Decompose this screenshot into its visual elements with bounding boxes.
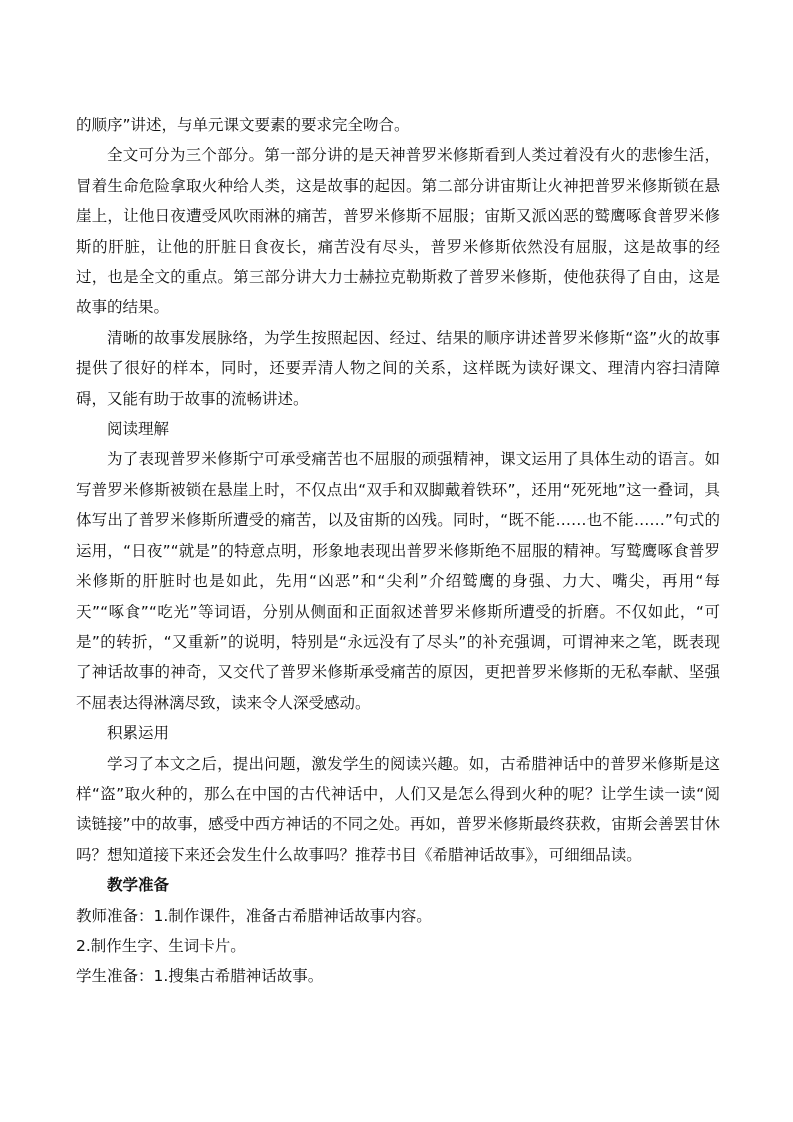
word-cards-preparation: 2.制作生字、生词卡片。 bbox=[76, 936, 246, 955]
section-heading-reading: 阅读理解 bbox=[107, 420, 170, 439]
paragraph-continuation: 的顺序”讲述，与单元课文要素的要求完全吻合。 bbox=[76, 116, 410, 134]
paragraph-story-clarity: 清晰的故事发展脉络，为学生按照起因、经过、结果的顺序讲述普罗米修斯“盗”火的故事提供了很好的样本，同时，还要弄清人物之间的关系，这样既为读好课文、理清内容扫清障碍，又能有助于故事的流畅讲述。 bbox=[76, 328, 720, 408]
document-page bbox=[76, 110, 720, 992]
paragraph-reading-comprehension: 为了表现普罗米修斯宁可承受痛苦也不屈服的顽强精神，课文运用了具体生动的语言。如写普罗米修斯被锁在悬崖上时，不仅点出“双手和双脚戴着铁环”，还用“死死地”这一叠词，具体写出了普罗米修斯所遭受的痛苦，以及宙斯的凶残。同时，“既不能……也不能……”句式的运用，“日夜”“就是”的特意点明，形象地表现出普罗米修斯绝不屈服的精神。写鹫鹰啄食普罗米修斯的肝脏时也是如此，先用“凶恶”和“尖利”介绍鹫鹰的身强、力大、嘴尖，再用“每天”“啄食”“吃光”等词语，分别从侧面和正面叙述普罗米修斯所遭受的折磨。不仅如此，“可是”的转折，“又重新”的说明，特别是“永远没有了尽头”的补充强调，可谓神来之笔，既表现了神话故事的神奇，又交代了普罗米修斯承受痛苦的原因，更把普罗米修斯的无私奉献、坚强不屈表达得淋漓尽致，读来令人深受感动。 bbox=[76, 450, 720, 712]
teacher-preparation: 教师准备：1.制作课件，准备古希腊神话故事内容。 bbox=[76, 906, 432, 925]
paragraph-text-structure: 全文可分为三个部分。第一部分讲的是天神普罗米修斯看到人类过着没有火的悲惨生活，冒着生命危险拿取火种给人类，这是故事的起因。第二部分讲宙斯让火神把普罗米修斯锁在悬崖上，让他日夜遭受风吹雨淋的痛苦，普罗米修斯不屈服；宙斯又派凶恶的鹫鹰啄食普罗米修斯的肝脏，让他的肝脏日食夜长，痛苦没有尽头，普罗米修斯依然没有屈服，这是故事的经过，也是全文的重点。第三部分讲大力士赫拉克勒斯救了普罗米修斯，使他获得了自由，这是故事的结果。 bbox=[76, 146, 720, 317]
section-heading-accumulation: 积累运用 bbox=[107, 724, 170, 743]
paragraph-accumulation: 学习了本文之后，提出问题，激发学生的阅读兴趣。如，古希腊神话中的普罗米修斯是这样“盗”取火种的，那么在中国的古代神话中，人们又是怎么得到火种的呢？让学生读一读“阅读链接”中的故事，感受中西方神话的不同之处。再如，普罗米修斯最终获救，宙斯会善罢甘休吗？想知道接下来还会发生什么故事吗？推荐书目《希腊神话故事》，可细细品读。 bbox=[76, 754, 720, 864]
section-heading-preparation: 教学准备 bbox=[107, 876, 170, 895]
student-preparation: 学生准备：1.搜集古希腊神话故事。 bbox=[76, 967, 324, 986]
